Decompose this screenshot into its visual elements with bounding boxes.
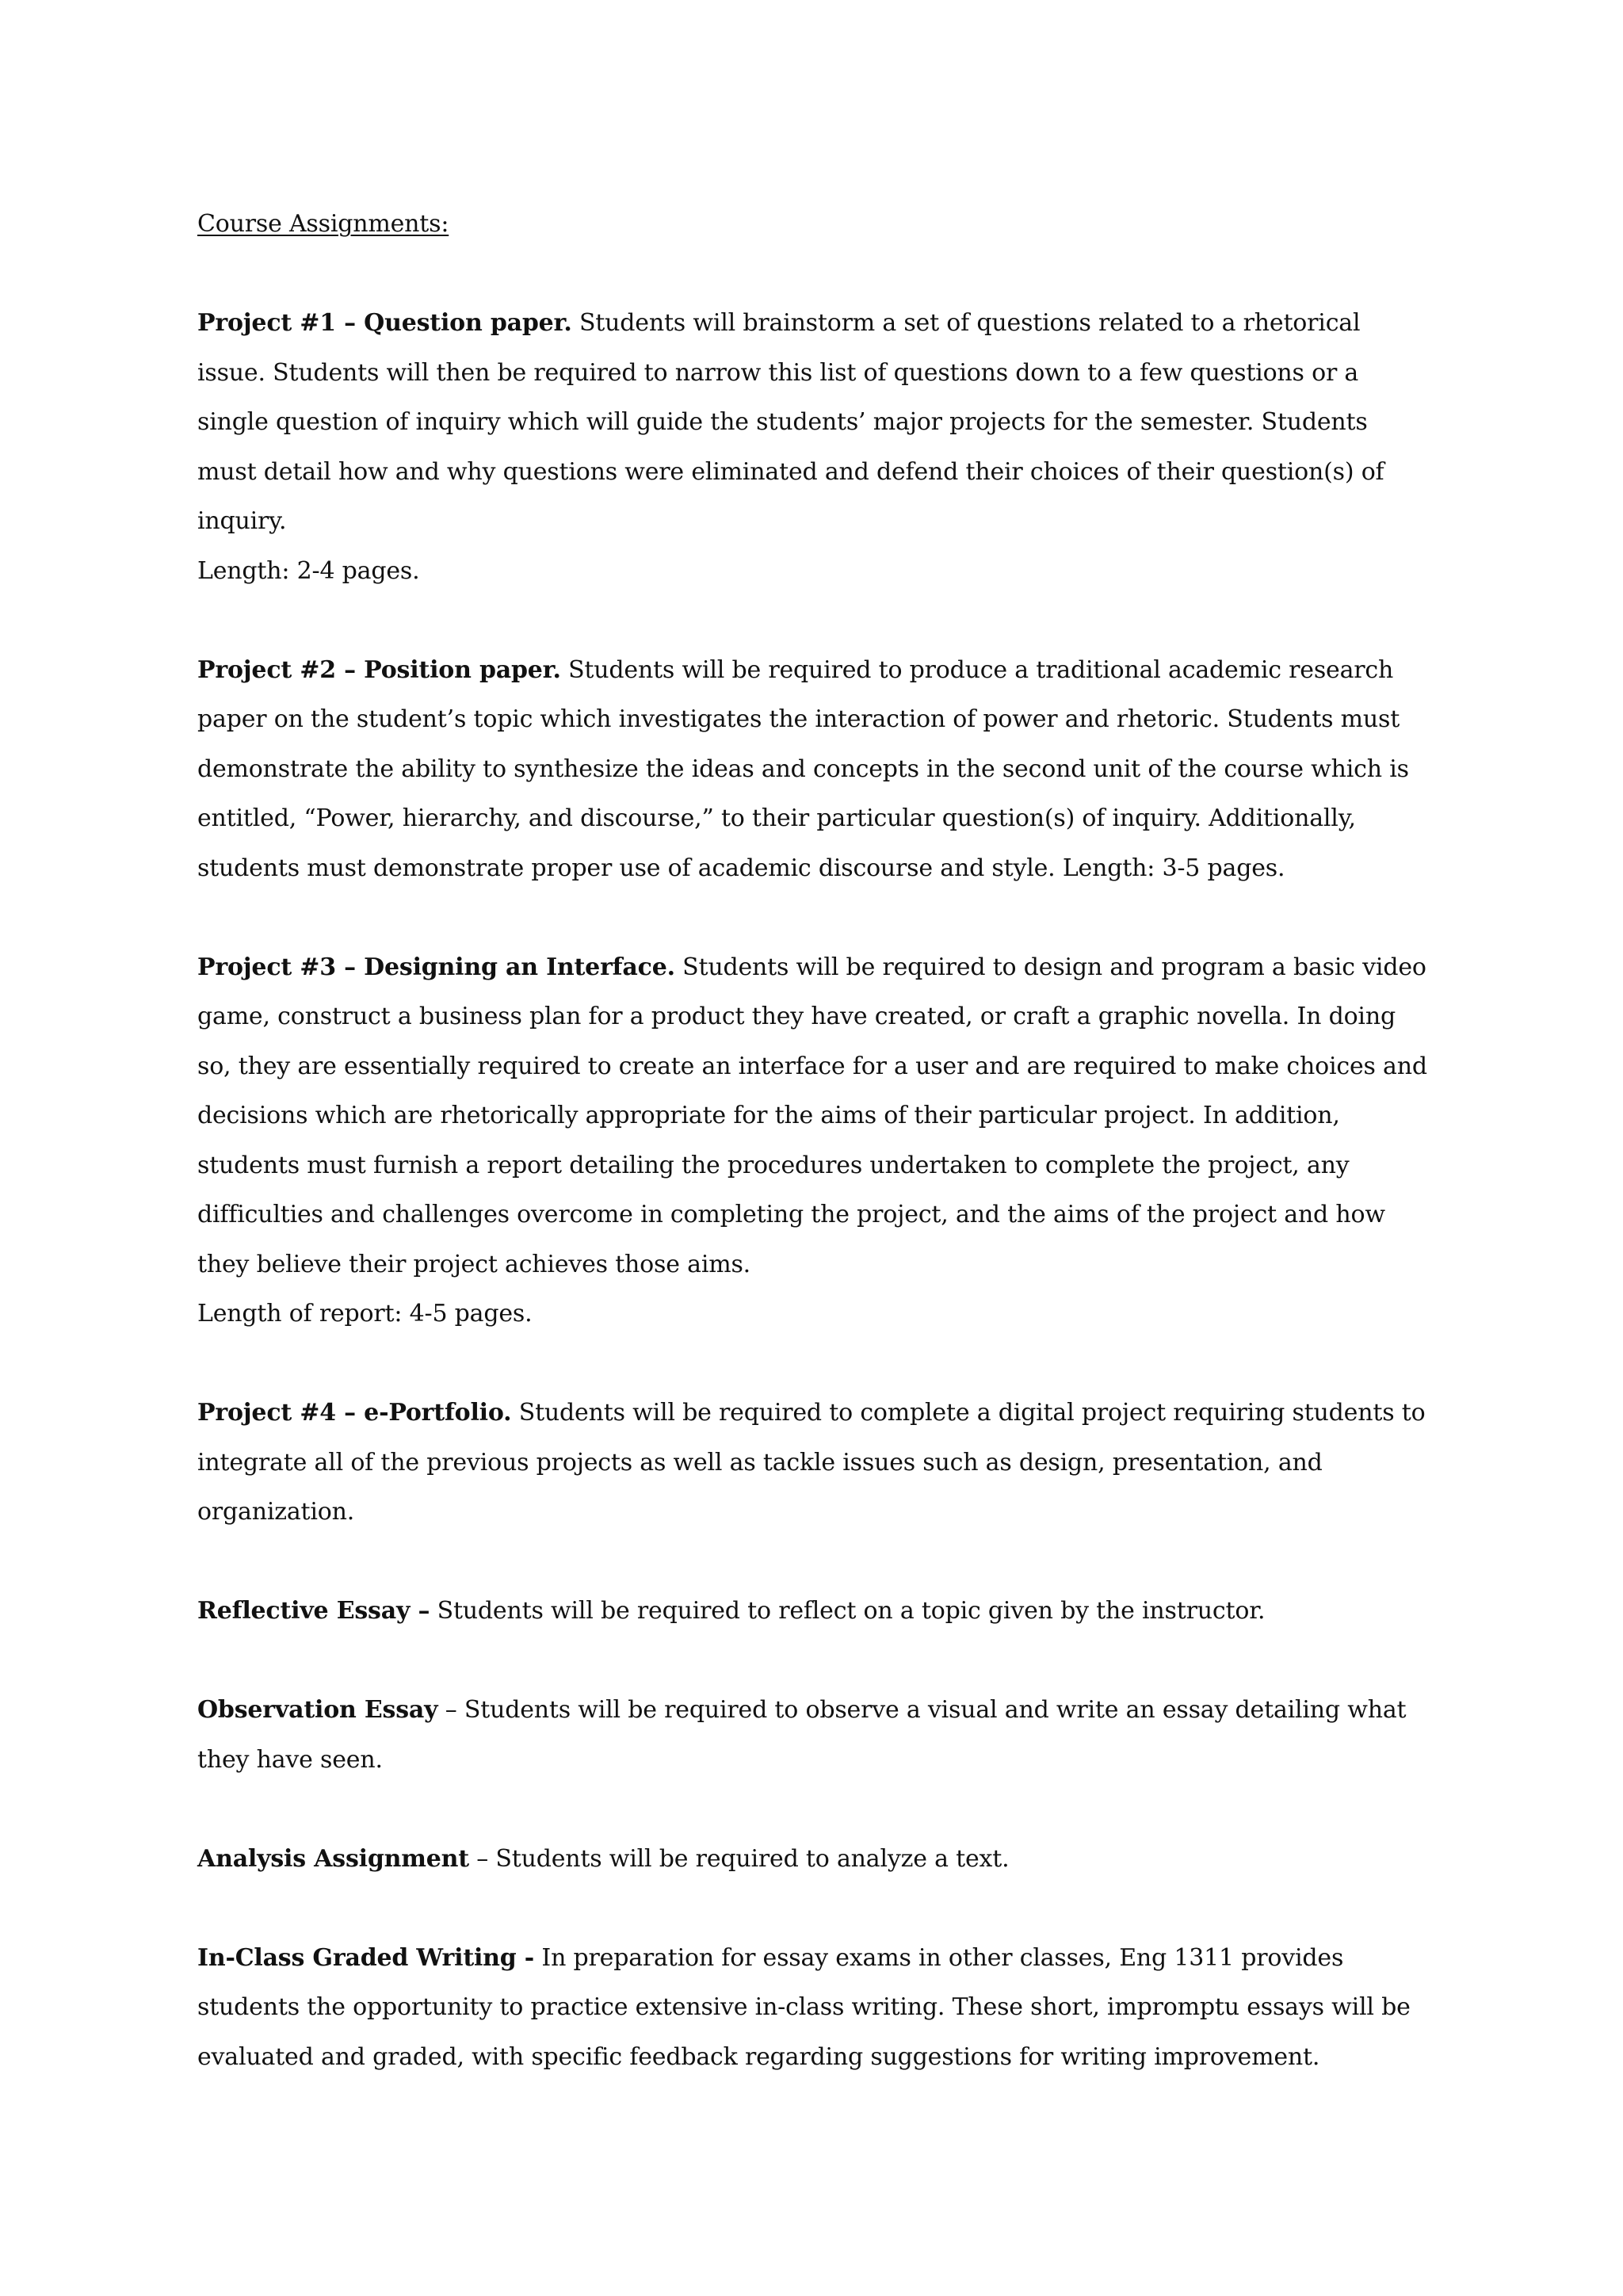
- section-paragraph: [197, 943, 1434, 1290]
- section-length-note: Length: 2-4 pages.: [197, 556, 420, 585]
- section-body: Students will be required to produce a traditional academic research paper on the student’s topic which investigates the interaction of power and rhetoric. Students must demonstrate the ability to synthesize the ideas and concepts in the second unit of the course which is entitled, “Power, hierarchy, and discourse,” to their particular question(s) of inquiry. Additionally, students must demonstrate proper use of academic discourse and style. Length: 3-5 pages.: [197, 655, 1409, 882]
- section-length-note: Length of report: 4-5 pages.: [197, 1300, 533, 1328]
- section-label: In-Class Graded Writing -: [197, 1943, 535, 1972]
- section-label: Analysis Assignment: [197, 1844, 469, 1873]
- section-label: Project #2 – Position paper.: [197, 655, 561, 684]
- document-page: [197, 200, 1434, 2132]
- assignment-project-1: [197, 299, 1434, 596]
- assignment-project-2: [197, 646, 1434, 894]
- assignment-project-3: [197, 943, 1434, 1339]
- assignment-in-class-writing: [197, 1934, 1434, 2083]
- section-body: – Students will be required to analyze a text.: [468, 1844, 1010, 1873]
- assignment-observation-essay: [197, 1686, 1434, 1785]
- assignment-reflective-essay: [197, 1587, 1434, 1637]
- section-label: Project #4 – e-Portfolio.: [197, 1399, 512, 1427]
- section-paragraph: [197, 646, 1434, 894]
- section-paragraph: [197, 1587, 1434, 1637]
- assignment-analysis: [197, 1835, 1434, 1885]
- section-paragraph: [197, 1835, 1434, 1885]
- section-label: Reflective Essay –: [197, 1597, 430, 1625]
- section-body: Students will be required to design and program a basic video game, construct a business plan for a product they have created, or craft a graphic novella. In doing so, they are essentially required to create an interface for a user and are required to make choices and decisions which are rhetorically appropriate for the aims of their particular project. In addition, students must furnish a report detailing the procedures undertaken to complete the project, any difficulties and challenges overcome in completing the project, and the aims of the project and how they believe their project achieves those aims.: [197, 953, 1427, 1278]
- section-body: – Students will be required to observe a visual and write an essay detailing what they have seen.: [197, 1696, 1407, 1774]
- section-label: Observation Essay: [197, 1696, 438, 1724]
- page-heading: Course Assignments:: [197, 210, 449, 238]
- section-paragraph: [197, 1389, 1434, 1538]
- section-body: Students will brainstorm a set of questions related to a rhetorical issue. Students will then be required to narrow this list of questions down to a few questions or a single question of inquiry which will guide the students’ major projects for the semester. Students must detail how and why questions were eliminated and defend their choices of their question(s) of inquiry.: [197, 309, 1384, 535]
- section-body: In preparation for essay exams in other classes, Eng 1311 provides students the opportunity to practice extensive in-class writing. These short, impromptu essays will be evaluated and graded, with specific feedback regarding suggestions for writing improvement.: [197, 1943, 1411, 2071]
- section-label: Project #1 – Question paper.: [197, 309, 572, 337]
- section-label: Project #3 – Designing an Interface.: [197, 953, 675, 981]
- assignment-project-4: [197, 1389, 1434, 1538]
- section-body: Students will be required to complete a digital project requiring students to integrate all of the previous projects as well as tackle issues such as design, presentation, and organization.: [197, 1399, 1426, 1526]
- section-paragraph: [197, 1934, 1434, 2083]
- section-paragraph: [197, 1686, 1434, 1785]
- section-body: Students will be required to reflect on a topic given by the instructor.: [430, 1597, 1266, 1625]
- section-paragraph: [197, 299, 1434, 547]
